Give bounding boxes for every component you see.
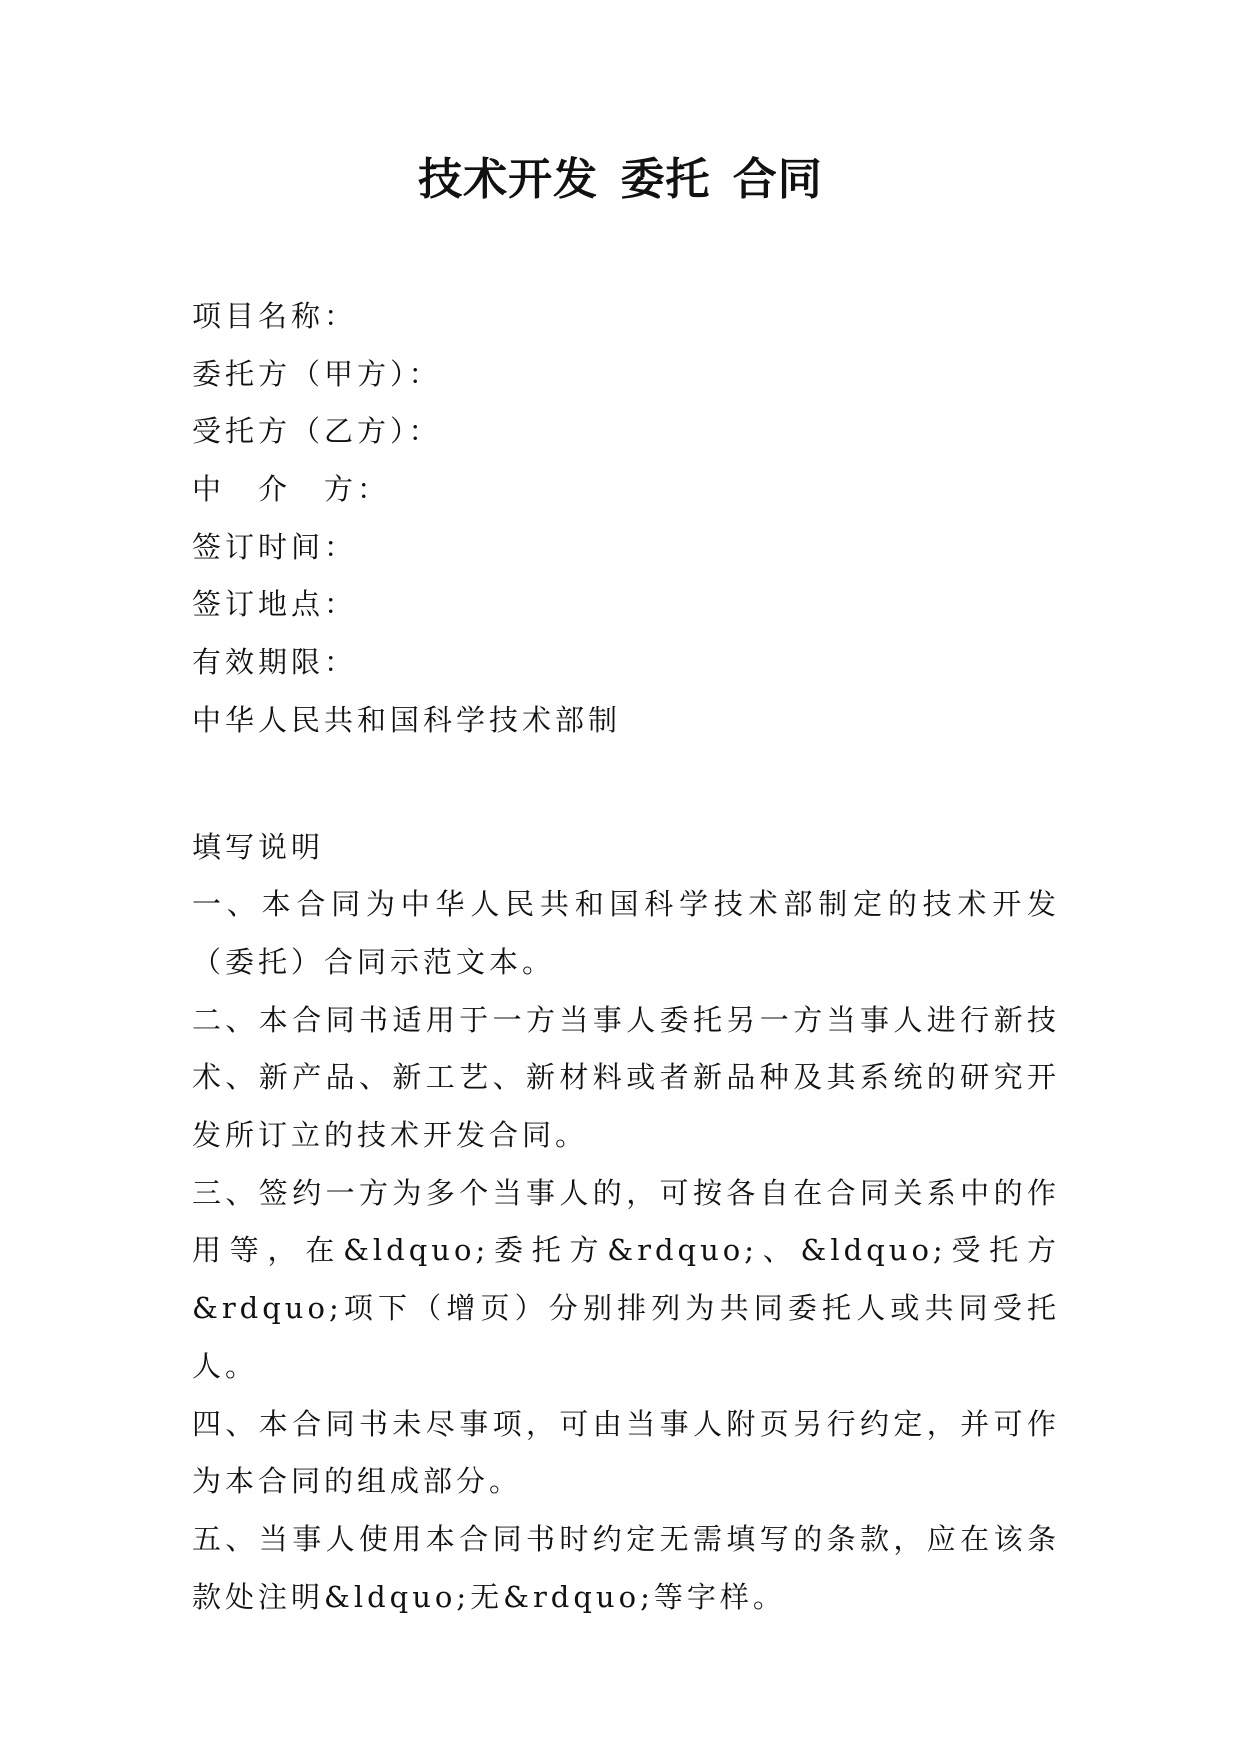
field-intermediary: 中 介 方： — [192, 472, 391, 507]
issuer-line: 中华人民共和国科学技术部制 — [192, 702, 622, 737]
instruction-item-2: 二、本合同书适用于一方当事人委托另一方当事人进行新技术、新产品、新工艺、新材料或者新品种及其系统的研究开发所订立的技术开发合同。 — [192, 1002, 1060, 1152]
field-validity-period: 有效期限： — [192, 645, 358, 680]
instruction-item-1: 一、本合同为中华人民共和国科学技术部制定的技术开发（委托）合同示范文本。 — [192, 887, 1060, 979]
instruction-item-5: 五、当事人使用本合同书时约定无需填写的条款，应在该条款处注明&ldquo;无&rdquo;等字样。 — [192, 1521, 1060, 1614]
instructions-heading: 填写说明 — [192, 829, 325, 864]
field-client: 委托方（甲方）： — [192, 356, 442, 391]
instruction-item-4: 四、本合同书未尽事项，可由当事人附页另行约定，并可作为本合同的组成部分。 — [192, 1406, 1060, 1499]
field-signing-date: 签订时间： — [192, 529, 358, 564]
field-project-name: 项目名称： — [192, 299, 358, 333]
field-signing-place: 签订地点： — [192, 587, 358, 622]
instruction-item-3: 三、签约一方为多个当事人的，可按各自在合同关系中的作用等，在&ldquo;委托方&rdquo;、&ldquo;受托方&rdquo;项下（增页）分别排列为共同委托人或共同受托人。 — [192, 1175, 1060, 1383]
document-body — [192, 288, 1060, 1626]
field-contractor: 受托方（乙方）： — [192, 414, 442, 449]
section-gap — [192, 750, 1060, 819]
document-title: 技术开发 委托 合同 — [418, 154, 823, 205]
